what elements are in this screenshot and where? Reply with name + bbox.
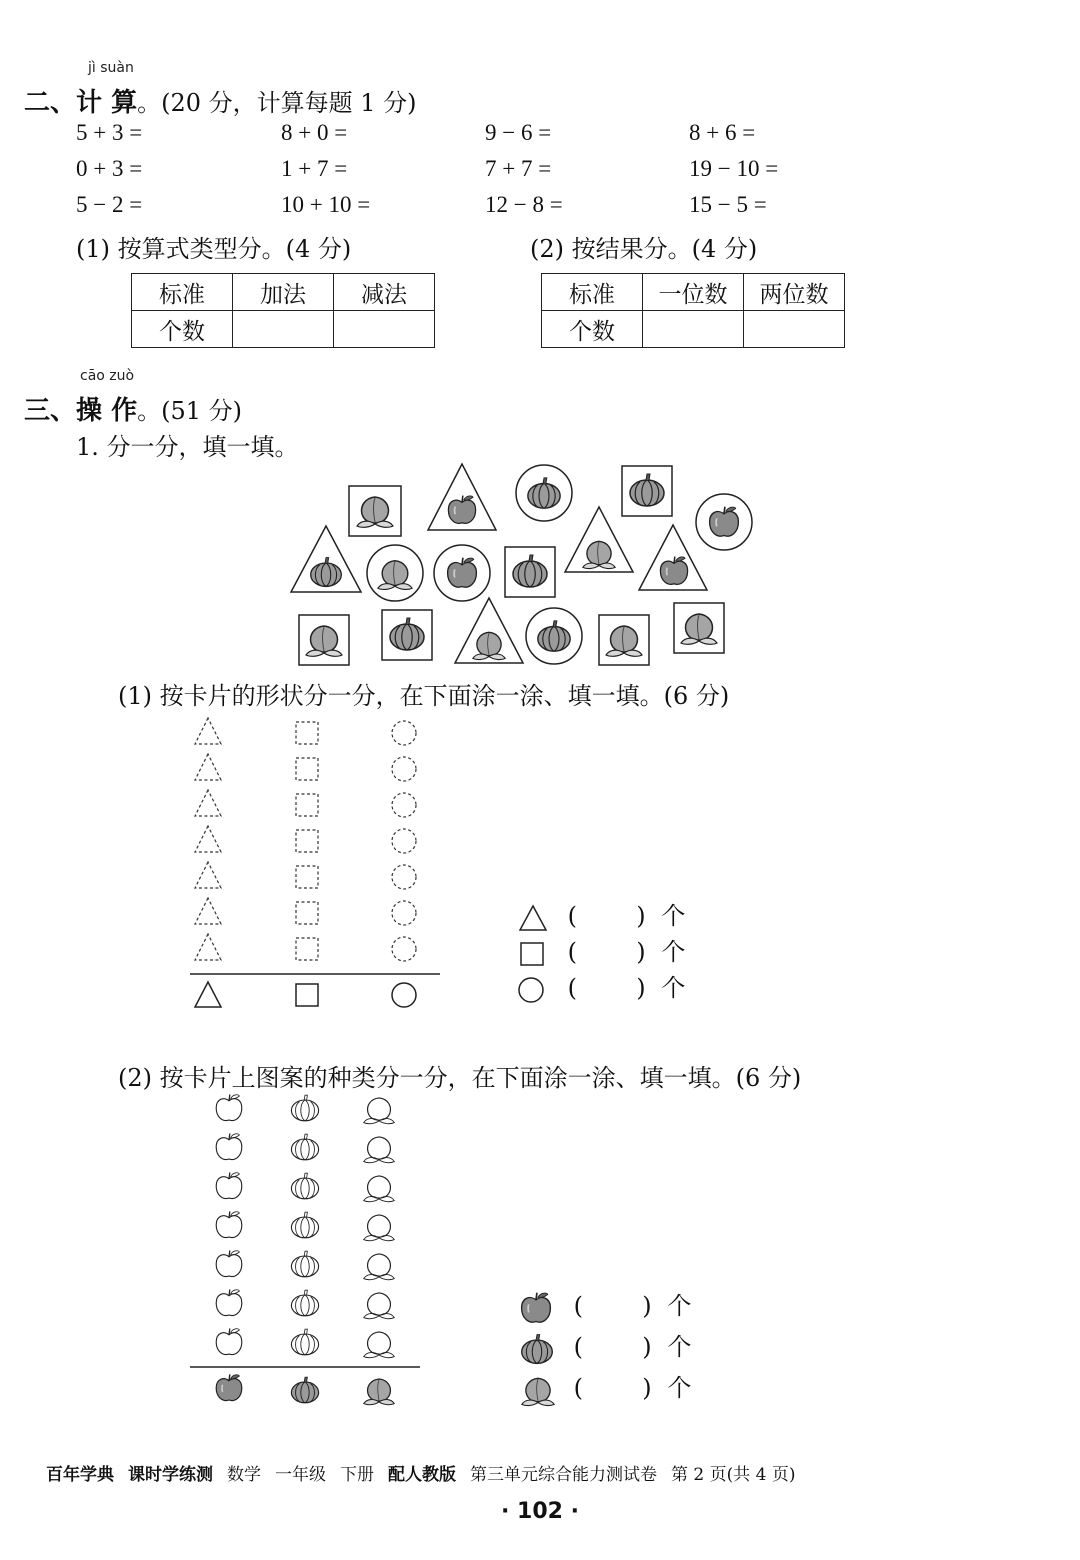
pumpkin-icon bbox=[291, 1377, 318, 1403]
fruit-pictograph bbox=[186, 1090, 426, 1410]
footer-series: 课时学练测 bbox=[128, 1465, 213, 1485]
question-2-1: (1) 按算式类型分。(4 分) bbox=[76, 235, 352, 263]
triangle-card-apple bbox=[428, 464, 496, 530]
paren-close: ) bbox=[636, 974, 646, 1002]
square-icon bbox=[296, 984, 318, 1006]
equation[interactable]: 5 − 2 = bbox=[76, 192, 143, 217]
equation[interactable]: 8 + 0 = bbox=[281, 120, 348, 145]
answer-cell[interactable] bbox=[643, 311, 744, 348]
table-header-standard: 标准 bbox=[132, 274, 233, 311]
card-cluster bbox=[280, 460, 760, 670]
footer-test: 第三单元综合能力测试卷 bbox=[470, 1465, 657, 1485]
paren-close: ) bbox=[642, 1292, 652, 1320]
footer-brand: 百年学典 bbox=[46, 1465, 114, 1485]
apple-column[interactable] bbox=[216, 1094, 242, 1354]
peach-column[interactable] bbox=[364, 1098, 395, 1358]
square-card-pumpkin bbox=[382, 610, 432, 660]
shape-pictograph bbox=[186, 712, 446, 1012]
question-2-2: (2) 按结果分。(4 分) bbox=[530, 235, 758, 263]
table-header-add: 加法 bbox=[233, 274, 334, 311]
footer bbox=[46, 1460, 810, 1485]
answer-cell[interactable] bbox=[744, 311, 845, 348]
paren-close: ) bbox=[642, 1333, 652, 1361]
section3-number: 三、 bbox=[24, 396, 77, 426]
section2-pinyin: jì suàn bbox=[88, 60, 134, 76]
peach-count-row bbox=[518, 1368, 691, 1408]
square-card-peach bbox=[674, 603, 724, 653]
circle-card-pumpkin bbox=[516, 465, 572, 521]
table-header-two-digit: 两位数 bbox=[744, 274, 845, 311]
table-header-one-digit: 一位数 bbox=[643, 274, 744, 311]
footer-volume: 下册 bbox=[340, 1465, 374, 1485]
table-row-label: 个数 bbox=[132, 311, 233, 348]
square-icon bbox=[518, 940, 548, 968]
section2-desc: 。(20 分，计算每题 1 分) bbox=[137, 89, 417, 117]
equation[interactable]: 19 − 10 = bbox=[689, 156, 779, 181]
equation[interactable]: 12 − 8 = bbox=[485, 192, 563, 217]
square-count-row bbox=[518, 932, 685, 968]
triangle-icon bbox=[518, 904, 548, 932]
equation[interactable]: 8 + 6 = bbox=[689, 120, 756, 145]
square-card-pumpkin bbox=[505, 547, 555, 597]
section2-heading bbox=[24, 82, 417, 119]
section3-pinyin: cāo zuò bbox=[80, 368, 135, 384]
equation[interactable]: 5 + 3 = bbox=[76, 120, 143, 145]
section3-title: 操 作 bbox=[76, 396, 138, 426]
square-card-peach bbox=[599, 615, 649, 665]
circle-card-pumpkin bbox=[526, 608, 582, 664]
paren-open: ( bbox=[567, 902, 578, 930]
subquestion-kind: (2) 按卡片上图案的种类分一分，在下面涂一涂、填一填。(6 分) bbox=[118, 1064, 802, 1092]
apple-icon bbox=[518, 1290, 554, 1326]
unit-label: 个 bbox=[661, 974, 686, 1002]
circle-icon bbox=[518, 976, 548, 1004]
pumpkin-column[interactable] bbox=[291, 1095, 318, 1355]
section2-title: 计 算 bbox=[76, 88, 138, 118]
circle-count-row bbox=[518, 968, 685, 1004]
peach-icon bbox=[364, 1379, 395, 1405]
square-card-peach bbox=[299, 615, 349, 665]
triangle-card-peach bbox=[455, 598, 523, 663]
footer-page: 第 2 页(共 4 页) bbox=[671, 1465, 796, 1485]
paren-open: ( bbox=[573, 1374, 584, 1402]
table-header-sub: 减法 bbox=[334, 274, 435, 311]
footer-subject: 数学 bbox=[227, 1465, 261, 1485]
paren-close: ) bbox=[642, 1374, 652, 1402]
paren-open: ( bbox=[567, 938, 578, 966]
unit-label: 个 bbox=[667, 1292, 692, 1320]
footer-edition: 配人教版 bbox=[388, 1465, 456, 1485]
section2-number: 二、 bbox=[24, 88, 77, 118]
apple-icon bbox=[216, 1374, 242, 1400]
paren-open: ( bbox=[573, 1333, 584, 1361]
paren-open: ( bbox=[573, 1292, 584, 1320]
pumpkin-icon bbox=[518, 1331, 556, 1367]
table-row-label: 个数 bbox=[542, 311, 643, 348]
equation[interactable]: 10 + 10 = bbox=[281, 192, 371, 217]
square-card-peach bbox=[349, 486, 401, 536]
peach-icon bbox=[518, 1372, 558, 1408]
table-by-result bbox=[541, 273, 845, 348]
pumpkin-count-row bbox=[518, 1327, 691, 1367]
section3-desc: 。(51 分) bbox=[137, 397, 242, 425]
answer-cell[interactable] bbox=[334, 311, 435, 348]
apple-count-row bbox=[518, 1286, 691, 1326]
circle-card-peach bbox=[367, 545, 423, 601]
unit-label: 个 bbox=[667, 1333, 692, 1361]
circle-card-apple bbox=[434, 545, 490, 601]
unit-label: 个 bbox=[661, 938, 686, 966]
triangle-icon bbox=[195, 982, 221, 1007]
table-by-type bbox=[131, 273, 435, 348]
task-1-label: 1. 分一分，填一填。 bbox=[76, 433, 299, 461]
table-header-standard: 标准 bbox=[542, 274, 643, 311]
unit-label: 个 bbox=[661, 902, 686, 930]
page-number: · 102 · bbox=[501, 1499, 579, 1524]
triangle-column[interactable] bbox=[195, 718, 221, 960]
square-card-pumpkin bbox=[622, 466, 672, 516]
paren-close: ) bbox=[636, 938, 646, 966]
footer-grade: 一年级 bbox=[275, 1465, 326, 1485]
unit-label: 个 bbox=[667, 1374, 692, 1402]
equation[interactable]: 7 + 7 = bbox=[485, 156, 552, 181]
triangle-card-apple bbox=[639, 525, 707, 590]
equation[interactable]: 1 + 7 = bbox=[281, 156, 348, 181]
answer-cell[interactable] bbox=[233, 311, 334, 348]
paren-open: ( bbox=[567, 974, 578, 1002]
circle-column[interactable] bbox=[392, 721, 416, 961]
equation[interactable]: 15 − 5 = bbox=[689, 192, 767, 217]
circle-card-apple bbox=[696, 494, 752, 550]
paren-close: ) bbox=[636, 902, 646, 930]
triangle-count-row bbox=[518, 896, 685, 932]
square-column[interactable] bbox=[296, 722, 318, 960]
subquestion-shape: (1) 按卡片的形状分一分，在下面涂一涂、填一填。(6 分) bbox=[118, 682, 730, 710]
equation[interactable]: 0 + 3 = bbox=[76, 156, 143, 181]
equation[interactable]: 9 − 6 = bbox=[485, 120, 552, 145]
section3-heading bbox=[24, 390, 242, 427]
circle-icon bbox=[392, 983, 416, 1007]
